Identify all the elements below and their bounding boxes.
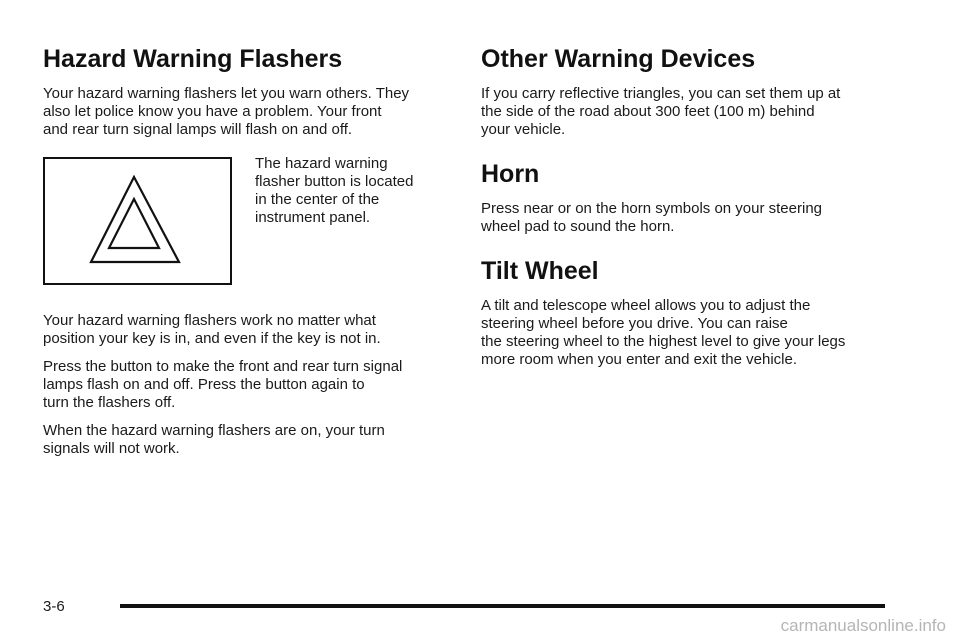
heading-tilt-wheel: Tilt Wheel bbox=[481, 257, 599, 285]
right-column bbox=[481, 44, 901, 379]
heading-horn: Horn bbox=[481, 160, 540, 188]
watermark: carmanualsonline.info bbox=[780, 616, 946, 635]
heading-hazard-warning-flashers: Hazard Warning Flashers bbox=[43, 45, 343, 73]
hazard-intro-paragraph: Your hazard warning flashers let you warn others. They also let police know you have a problem. Your front and rear turn signal lamps will flash on and off. bbox=[43, 85, 410, 138]
hazard-paragraph-3: When the hazard warning flashers are on, your turn signals will not work. bbox=[43, 422, 385, 457]
hazard-button-illustration bbox=[43, 157, 232, 285]
hazard-figure bbox=[43, 157, 463, 295]
hazard-paragraph-2: Press the button to make the front and rear turn signal lamps flash on and off. Press the button again to turn the flashers off. bbox=[43, 358, 403, 411]
horn-body: Press near or on the horn symbols on your steering wheel pad to sound the horn. bbox=[481, 200, 823, 235]
heading-other-warning-devices: Other Warning Devices bbox=[481, 45, 756, 73]
left-column bbox=[43, 44, 463, 468]
other-warning-devices-body: If you carry reflective triangles, you can set them up at the side of the road about 300 feet (100 m) behind your vehicle. bbox=[481, 85, 841, 138]
page-number: 3-6 bbox=[43, 598, 65, 615]
hazard-figure-caption: The hazard warning flasher button is located in the center of the instrument panel. bbox=[255, 155, 414, 226]
hazard-paragraph-1: Your hazard warning flashers work no matter what position your key is in, and even if the key is not in. bbox=[43, 312, 381, 347]
footer-rule bbox=[120, 604, 885, 608]
hazard-triangle-icon bbox=[45, 159, 230, 283]
tilt-wheel-body: A tilt and telescope wheel allows you to adjust the steering wheel before you drive. You can raise the steering wheel to the highest level to give your legs more room when you enter and exit the vehicle. bbox=[481, 297, 846, 368]
